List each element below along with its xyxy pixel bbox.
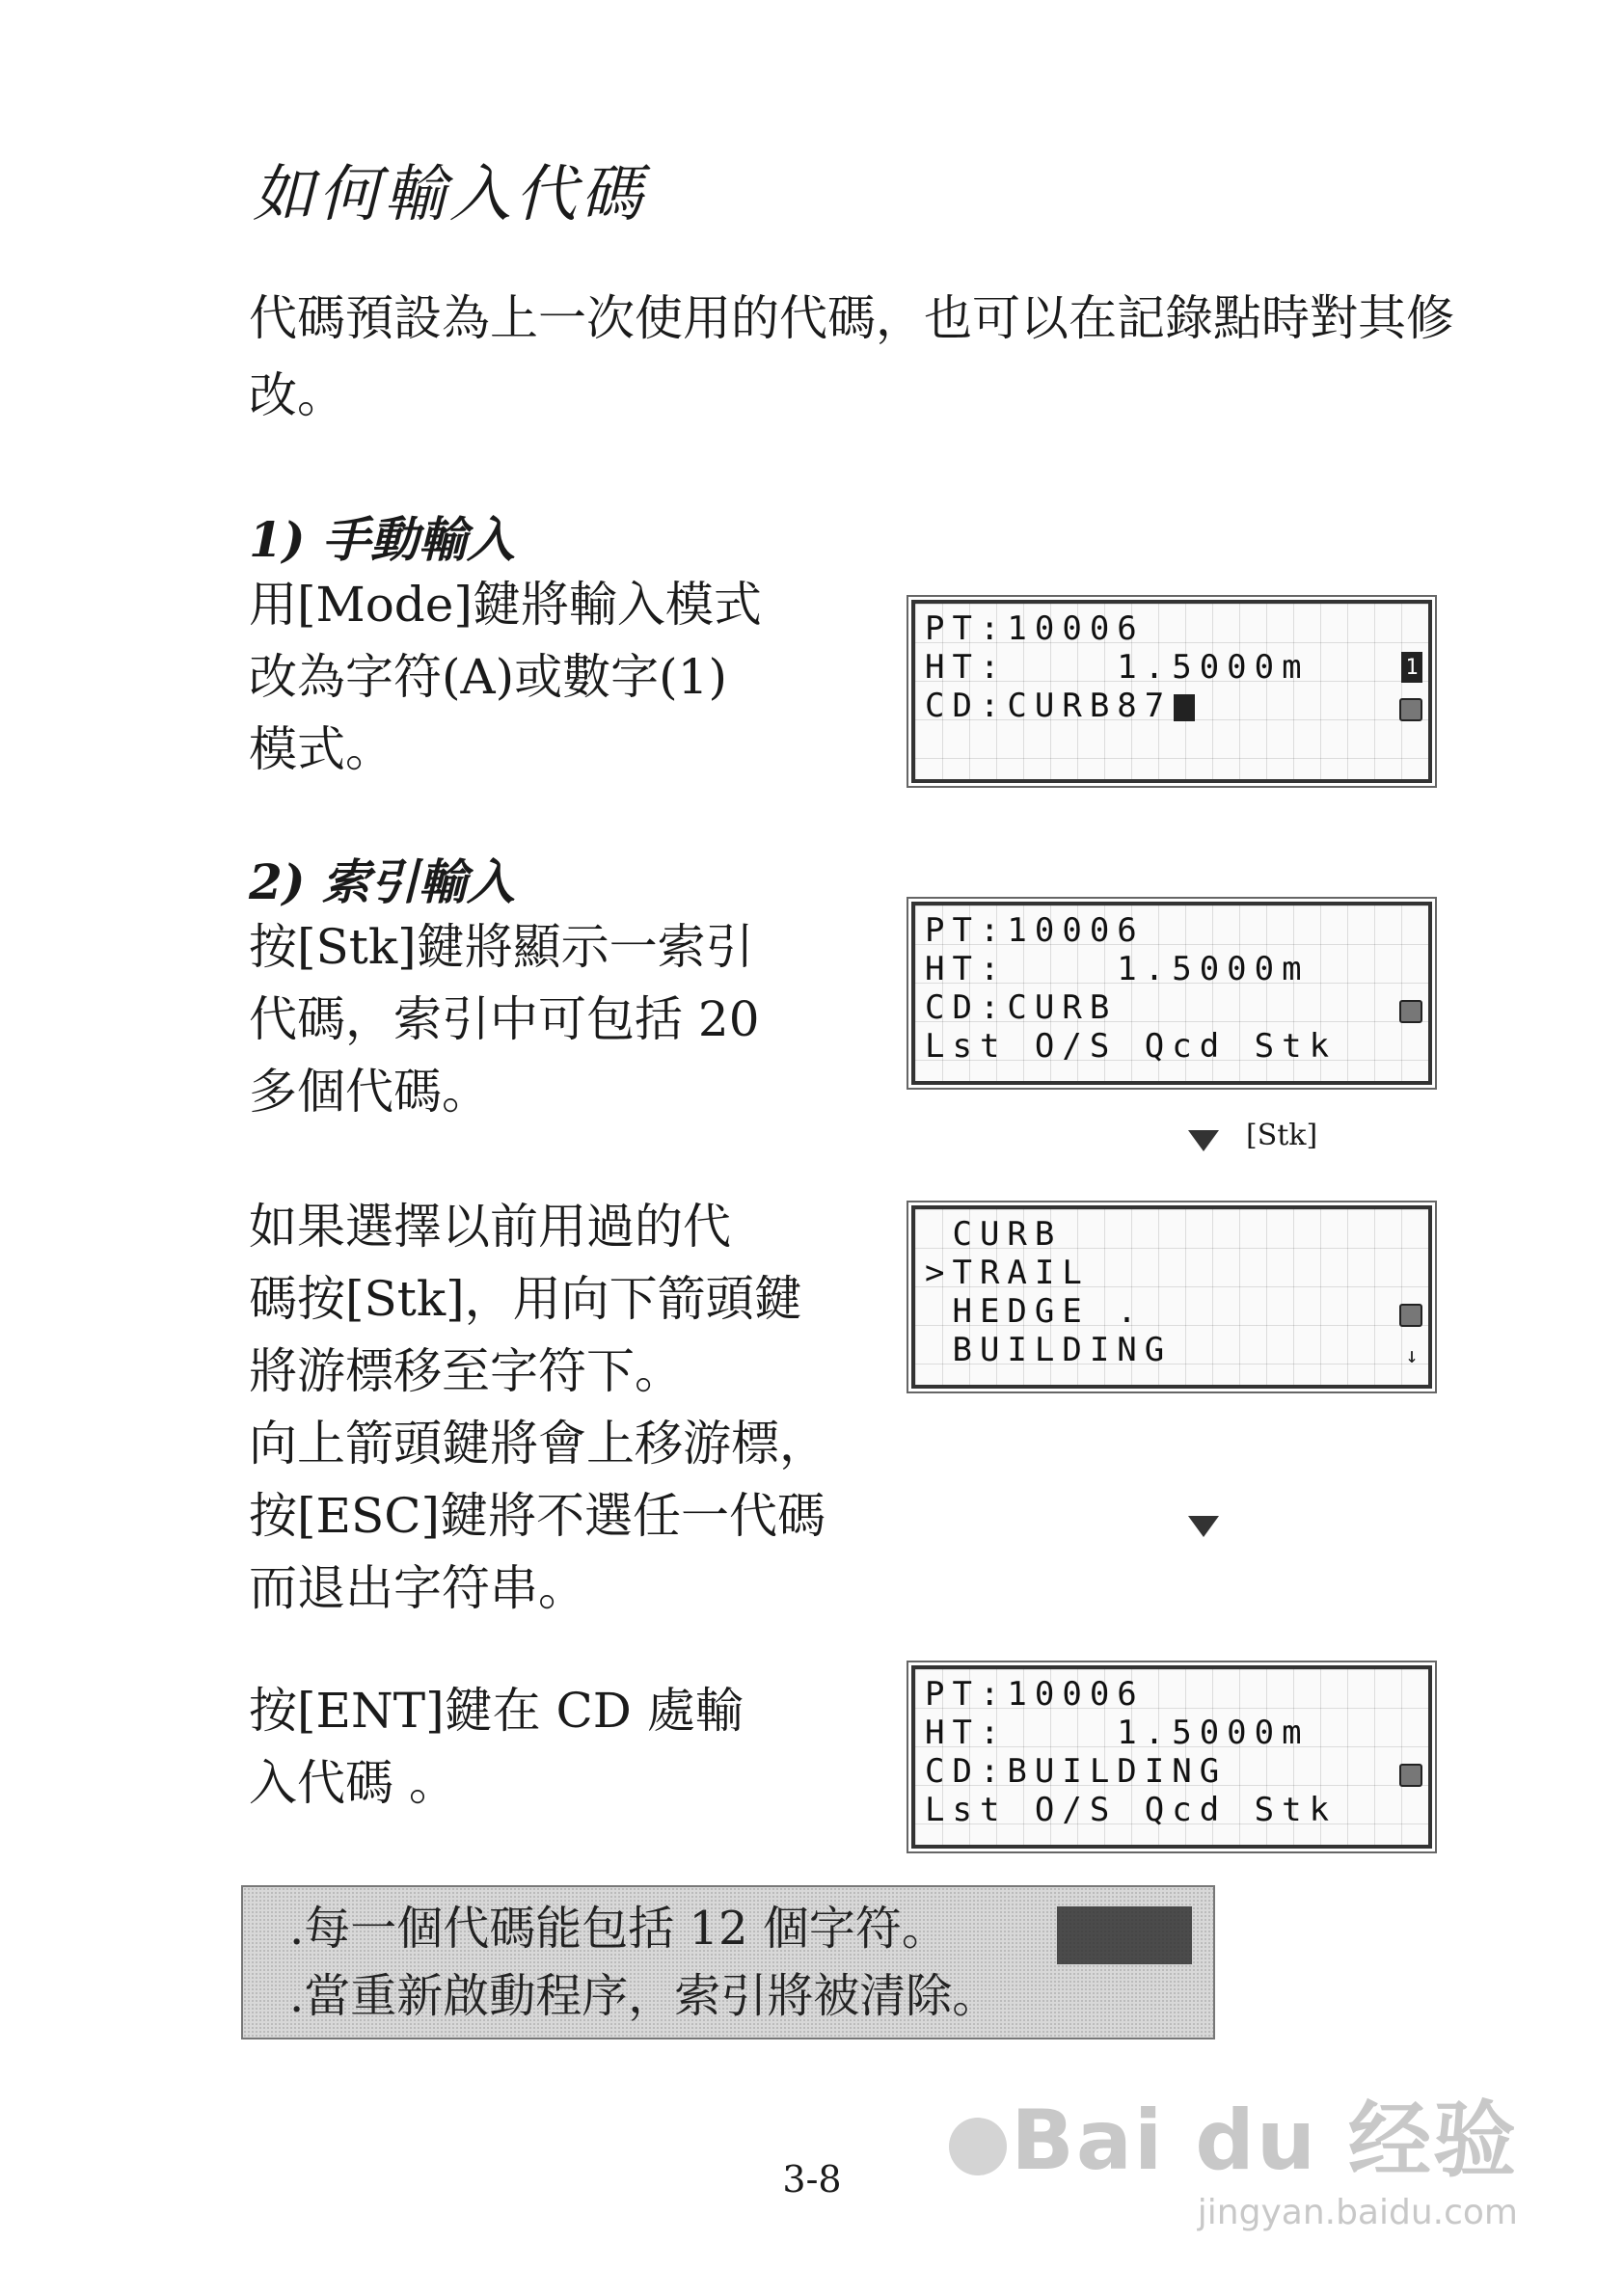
section4-line: 入代碼 。 bbox=[249, 1755, 457, 1811]
section3-line: 碼按[Stk]，用向下箭頭鍵 bbox=[249, 1271, 802, 1327]
lcd-screen-code-entered bbox=[911, 1665, 1432, 1849]
lcd-list-item: CURB bbox=[925, 1215, 1063, 1254]
down-arrow-icon bbox=[1188, 1130, 1219, 1151]
section3-line: 按[ESC]鍵將不選任一代碼 bbox=[249, 1488, 826, 1544]
lcd-list-item: HEDGE . bbox=[925, 1292, 1145, 1331]
lcd-screen-index-input bbox=[911, 902, 1432, 1085]
lcd-row: CD:CURB bbox=[925, 988, 1118, 1027]
page-number: 3-8 bbox=[782, 2158, 842, 2201]
lcd-row bbox=[925, 687, 1419, 725]
lcd-row: PT:10006 bbox=[925, 1675, 1145, 1714]
section1-line: 用[Mode]鍵將輸入模式 bbox=[249, 577, 762, 633]
numeric-mode-indicator: 1 bbox=[1401, 652, 1422, 683]
section3-line: 將游標移至字符下。 bbox=[249, 1343, 683, 1399]
watermark-brand: Bai du 经验 bbox=[1011, 2093, 1518, 2189]
battery-icon bbox=[1399, 698, 1422, 721]
section2-line: 多個代碼。 bbox=[249, 1064, 490, 1120]
lcd-row-text: CD:CURB87 bbox=[925, 687, 1173, 725]
arrow-label: [Stk] bbox=[1246, 1119, 1318, 1152]
battery-icon bbox=[1399, 1304, 1422, 1327]
lcd-list-item: BUILDING bbox=[925, 1331, 1173, 1369]
section1-body bbox=[249, 569, 762, 786]
lcd-list-item: >TRAIL bbox=[925, 1254, 1090, 1292]
paw-logo-icon bbox=[949, 2118, 1007, 2175]
shaded-block bbox=[1057, 1906, 1192, 1964]
section2-line: 按[Stk]鍵將顯示一索引 bbox=[249, 919, 754, 975]
watermark-url: jingyan.baidu.com bbox=[1197, 2193, 1518, 2232]
note-box bbox=[241, 1885, 1215, 2039]
intro-paragraph: 代碼預設為上一次使用的代碼，也可以在記錄點時對其修改。 bbox=[249, 290, 1454, 423]
lcd-softkey-row: Lst O/S Qcd Stk bbox=[925, 1791, 1338, 1829]
lcd-row bbox=[925, 725, 1419, 764]
page-title: 如何輸入代碼 bbox=[253, 159, 646, 230]
section1-line: 改為字符(A)或數字(1) bbox=[249, 649, 727, 705]
scroll-down-icon: ↓ bbox=[1405, 1343, 1419, 1368]
section4-line: 按[ENT]鍵在 CD 處輸 bbox=[249, 1683, 744, 1739]
section2-line: 代碼，索引中可包括 20 bbox=[249, 991, 760, 1047]
section2-heading: 2) 索引輸入 bbox=[249, 853, 515, 910]
lcd-row: HT: 1.5000m bbox=[925, 1714, 1310, 1752]
down-arrow-icon bbox=[1188, 1516, 1219, 1537]
text-cursor bbox=[1174, 694, 1195, 721]
section4-body bbox=[249, 1675, 744, 1820]
section2-body bbox=[249, 911, 760, 1128]
lcd-softkey-row: Lst O/S Qcd Stk bbox=[925, 1027, 1338, 1066]
section3-body bbox=[249, 1191, 827, 1625]
note-line: .當重新啟動程序，索引將被清除。 bbox=[289, 1969, 999, 2023]
watermark bbox=[945, 2073, 1518, 2232]
lcd-row: PT:10006 bbox=[925, 609, 1145, 648]
lcd-screen-code-list bbox=[911, 1205, 1432, 1389]
section1-heading: 1) 手動輸入 bbox=[249, 511, 515, 568]
section1-line: 模式。 bbox=[249, 721, 393, 777]
section3-line: 向上箭頭鍵將會上移游標， bbox=[249, 1416, 827, 1472]
section3-line: 如果選擇以前用過的代 bbox=[249, 1199, 731, 1255]
battery-icon bbox=[1399, 1764, 1422, 1787]
lcd-row: HT: 1.5000m bbox=[925, 950, 1310, 988]
lcd-row: PT:10006 bbox=[925, 911, 1145, 950]
note-line: .每一個代碼能包括 12 個字符。 bbox=[289, 1902, 948, 1956]
battery-icon bbox=[1399, 1000, 1422, 1023]
lcd-row: CD:BUILDING bbox=[925, 1752, 1228, 1791]
lcd-screen-manual-input bbox=[911, 600, 1432, 783]
lcd-row: HT: 1.5000m bbox=[925, 648, 1310, 687]
section3-line: 而退出字符串。 bbox=[249, 1560, 586, 1616]
